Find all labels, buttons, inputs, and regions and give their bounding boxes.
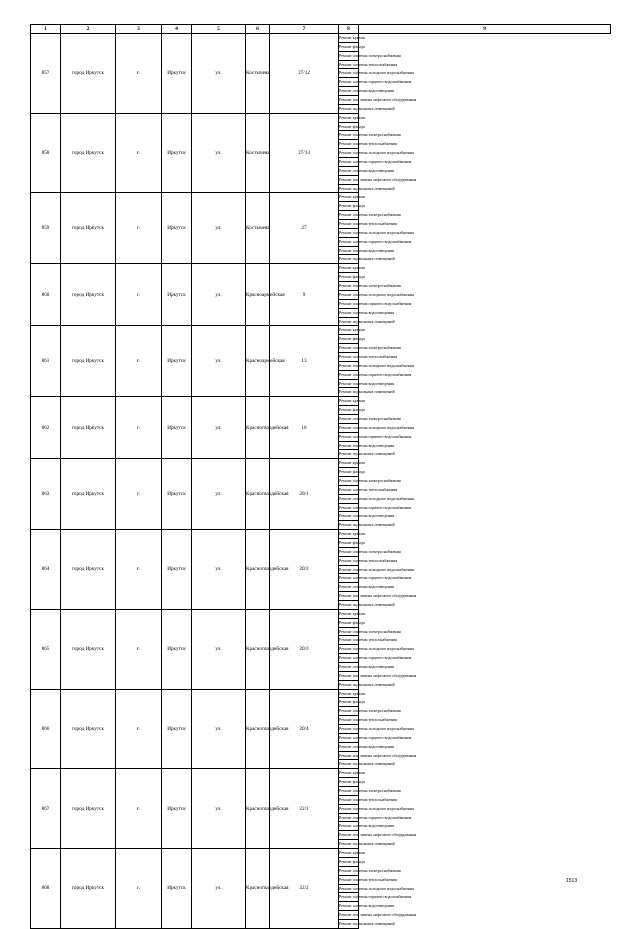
settlement-name: Иркутск xyxy=(162,849,192,929)
work-item: Ремонт крыши xyxy=(339,459,359,468)
street-name: Красногвардейская xyxy=(246,769,270,849)
header-col-8: 8 xyxy=(339,25,359,34)
work-item: Ремонт системы теплоснабжения xyxy=(339,352,359,361)
work-item: Ремонт системы горячего водоснабжения xyxy=(339,299,359,308)
house-number: 27/12 xyxy=(270,34,339,114)
settlement-type: г. xyxy=(116,530,162,610)
work-item: Ремонт крыши xyxy=(339,689,359,698)
work-item: Ремонт подвальных помещений xyxy=(339,317,359,326)
work-item: Ремонт системы холодного водоснабжения xyxy=(339,494,359,503)
work-item: Ремонт системы водоотведения xyxy=(339,663,359,672)
municipality: город Иркутск xyxy=(61,530,116,610)
municipality: город Иркутск xyxy=(61,193,116,264)
table-row xyxy=(31,459,611,468)
table-row xyxy=(31,609,611,618)
header-row xyxy=(31,25,611,34)
settlement-type: г. xyxy=(116,849,162,929)
table-row xyxy=(31,193,611,202)
work-item: Ремонт системы холодного водоснабжения xyxy=(339,884,359,893)
municipality: город Иркутск xyxy=(61,769,116,849)
house-number: 22/1 xyxy=(270,769,339,849)
work-item: Ремонт крыши xyxy=(339,397,359,406)
record-number: 858 xyxy=(31,113,61,193)
settlement-name: Иркутск xyxy=(162,609,192,689)
record-number: 859 xyxy=(31,193,61,264)
settlement-type: г. xyxy=(116,769,162,849)
work-item: Ремонт фасада xyxy=(339,202,359,211)
work-item: Ремонт или замена лифтового оборудования xyxy=(339,96,359,105)
street-type: ул. xyxy=(192,34,246,114)
settlement-type: г. xyxy=(116,34,162,114)
page-number: 1513 xyxy=(566,878,578,884)
work-item: Ремонт крыши xyxy=(339,530,359,539)
work-item: Ремонт системы электроснабжения xyxy=(339,547,359,556)
work-item: Ремонт крыши xyxy=(339,849,359,858)
work-item: Ремонт системы горячего водоснабжения xyxy=(339,237,359,246)
settlement-name: Иркутск xyxy=(162,397,192,459)
header-col-4: 4 xyxy=(162,25,192,34)
municipality: город Иркутск xyxy=(61,34,116,114)
municipality: город Иркутск xyxy=(61,113,116,193)
settlement-name: Иркутск xyxy=(162,264,192,326)
street-type: ул. xyxy=(192,113,246,193)
work-item: Ремонт системы холодного водоснабжения xyxy=(339,804,359,813)
work-item: Ремонт подвальных помещений xyxy=(339,760,359,769)
municipality: город Иркутск xyxy=(61,849,116,929)
settlement-name: Иркутск xyxy=(162,689,192,769)
work-item: Ремонт фасада xyxy=(339,857,359,866)
work-item: Ремонт подвальных помещений xyxy=(339,919,359,928)
header-col-2: 2 xyxy=(61,25,116,34)
work-item: Ремонт системы теплоснабжения xyxy=(339,485,359,494)
work-item: Ремонт системы холодного водоснабжения xyxy=(339,290,359,299)
street-name: Костычева xyxy=(246,113,270,193)
work-item: Ремонт системы холодного водоснабжения xyxy=(339,645,359,654)
work-item: Ремонт подвальных помещений xyxy=(339,601,359,610)
work-item: Ремонт системы горячего водоснабжения xyxy=(339,370,359,379)
work-item: Ремонт системы электроснабжения xyxy=(339,476,359,485)
street-type: ул. xyxy=(192,609,246,689)
work-item: Ремонт системы горячего водоснабжения xyxy=(339,893,359,902)
table-row xyxy=(31,530,611,539)
house-number: 9 xyxy=(270,264,339,326)
work-item: Ремонт или замена лифтового оборудования xyxy=(339,911,359,920)
record-number: 866 xyxy=(31,689,61,769)
record-number: 861 xyxy=(31,326,61,397)
work-item: Ремонт или замена лифтового оборудования xyxy=(339,175,359,184)
work-item: Ремонт фасада xyxy=(339,538,359,547)
work-item: Ремонт системы горячего водоснабжения xyxy=(339,78,359,87)
house-number: 20/4 xyxy=(270,689,339,769)
municipality: город Иркутск xyxy=(61,689,116,769)
work-item: Ремонт системы водоотведения xyxy=(339,166,359,175)
work-item: Ремонт фасада xyxy=(339,122,359,131)
street-type: ул. xyxy=(192,459,246,530)
work-item: Ремонт или замена лифтового оборудования xyxy=(339,751,359,760)
record-number: 867 xyxy=(31,769,61,849)
settlement-type: г. xyxy=(116,459,162,530)
work-item: Ремонт крыши xyxy=(339,193,359,202)
work-item: Ремонт подвальных помещений xyxy=(339,104,359,113)
record-number: 864 xyxy=(31,530,61,610)
work-item: Ремонт системы теплоснабжения xyxy=(339,556,359,565)
work-item: Ремонт фасада xyxy=(339,406,359,415)
table-row xyxy=(31,397,611,406)
table-row xyxy=(31,34,611,43)
settlement-type: г. xyxy=(116,609,162,689)
work-item: Ремонт системы теплоснабжения xyxy=(339,220,359,229)
work-item: Ремонт системы горячего водоснабжения xyxy=(339,813,359,822)
settlement-type: г. xyxy=(116,689,162,769)
street-type: ул. xyxy=(192,530,246,610)
work-item: Ремонт системы холодного водоснабжения xyxy=(339,725,359,734)
street-name: Красногвардейская xyxy=(246,530,270,610)
work-item: Ремонт системы электроснабжения xyxy=(339,707,359,716)
record-number: 860 xyxy=(31,264,61,326)
street-type: ул. xyxy=(192,849,246,929)
settlement-name: Иркутск xyxy=(162,193,192,264)
work-item: Ремонт системы водоотведения xyxy=(339,742,359,751)
street-name: Костычева xyxy=(246,34,270,114)
street-name: Красногвардейская xyxy=(246,609,270,689)
work-item: Ремонт системы холодного водоснабжения xyxy=(339,361,359,370)
work-item: Ремонт системы теплоснабжения xyxy=(339,636,359,645)
work-item: Ремонт системы холодного водоснабжения xyxy=(339,228,359,237)
work-item: Ремонт системы горячего водоснабжения xyxy=(339,574,359,583)
house-number: 20/2 xyxy=(270,530,339,610)
work-item: Ремонт системы горячего водоснабжения xyxy=(339,503,359,512)
work-item: Ремонт подвальных помещений xyxy=(339,521,359,530)
street-type: ул. xyxy=(192,326,246,397)
header-col-5: 5 xyxy=(192,25,246,34)
settlement-type: г. xyxy=(116,326,162,397)
house-number: 18 xyxy=(270,397,339,459)
settlement-name: Иркутск xyxy=(162,769,192,849)
street-type: ул. xyxy=(192,193,246,264)
work-item: Ремонт системы холодного водоснабжения xyxy=(339,565,359,574)
repair-program-table xyxy=(30,24,611,929)
municipality: город Иркутск xyxy=(61,264,116,326)
record-number: 863 xyxy=(31,459,61,530)
table-row xyxy=(31,769,611,778)
record-number: 862 xyxy=(31,397,61,459)
settlement-name: Иркутск xyxy=(162,326,192,397)
work-item: Ремонт системы теплоснабжения xyxy=(339,60,359,69)
street-type: ул. xyxy=(192,769,246,849)
table-row xyxy=(31,849,611,858)
municipality: город Иркутск xyxy=(61,459,116,530)
work-item: Ремонт системы холодного водоснабжения xyxy=(339,69,359,78)
record-number: 868 xyxy=(31,849,61,929)
work-item: Ремонт системы теплоснабжения xyxy=(339,716,359,725)
work-item: Ремонт крыши xyxy=(339,34,359,43)
work-item: Ремонт крыши xyxy=(339,113,359,122)
work-item: Ремонт системы горячего водоснабжения xyxy=(339,158,359,167)
work-item: Ремонт системы электроснабжения xyxy=(339,414,359,423)
house-number: 27/13 xyxy=(270,113,339,193)
work-item: Ремонт системы водоотведения xyxy=(339,246,359,255)
work-item: Ремонт крыши xyxy=(339,769,359,778)
work-item: Ремонт фасада xyxy=(339,468,359,477)
header-col-7: 7 xyxy=(270,25,339,34)
work-item: Ремонт системы водоотведения xyxy=(339,308,359,317)
work-item: Ремонт системы водоотведения xyxy=(339,441,359,450)
street-type: ул. xyxy=(192,689,246,769)
street-type: ул. xyxy=(192,264,246,326)
work-item: Ремонт системы электроснабжения xyxy=(339,627,359,636)
work-item: Ремонт крыши xyxy=(339,264,359,273)
work-item: Ремонт системы электроснабжения xyxy=(339,211,359,220)
work-item: Ремонт системы горячего водоснабжения xyxy=(339,654,359,663)
table-body xyxy=(31,34,611,929)
house-number: 27 xyxy=(270,193,339,264)
settlement-name: Иркутск xyxy=(162,34,192,114)
work-item: Ремонт системы водоотведения xyxy=(339,512,359,521)
work-item: Ремонт или замена лифтового оборудования xyxy=(339,592,359,601)
work-item: Ремонт системы холодного водоснабжения xyxy=(339,149,359,158)
work-item: Ремонт системы электроснабжения xyxy=(339,51,359,60)
header-col-6: 6 xyxy=(246,25,270,34)
work-item: Ремонт подвальных помещений xyxy=(339,450,359,459)
table-row xyxy=(31,689,611,698)
work-item: Ремонт системы водоотведения xyxy=(339,822,359,831)
work-item: Ремонт системы холодного водоснабжения xyxy=(339,423,359,432)
house-number: 20/3 xyxy=(270,609,339,689)
work-item: Ремонт системы электроснабжения xyxy=(339,344,359,353)
municipality: город Иркутск xyxy=(61,609,116,689)
work-item: Ремонт фасада xyxy=(339,778,359,787)
street-name: Красногвардейская xyxy=(246,689,270,769)
municipality: город Иркутск xyxy=(61,326,116,397)
street-name: Красноармейская xyxy=(246,326,270,397)
house-number: 20/1 xyxy=(270,459,339,530)
settlement-name: Иркутск xyxy=(162,459,192,530)
record-number: 857 xyxy=(31,34,61,114)
house-number: 22/2 xyxy=(270,849,339,929)
header-col-3: 3 xyxy=(116,25,162,34)
table-row xyxy=(31,264,611,273)
settlement-type: г. xyxy=(116,113,162,193)
work-item: Ремонт системы водоотведения xyxy=(339,87,359,96)
work-item: Ремонт системы водоотведения xyxy=(339,902,359,911)
work-item: Ремонт фасада xyxy=(339,273,359,282)
settlement-name: Иркутск xyxy=(162,113,192,193)
work-item: Ремонт фасада xyxy=(339,42,359,51)
work-item: Ремонт системы водоотведения xyxy=(339,583,359,592)
street-name: Красногвардейская xyxy=(246,459,270,530)
work-item: Ремонт крыши xyxy=(339,609,359,618)
work-item: Ремонт системы теплоснабжения xyxy=(339,875,359,884)
work-item: Ремонт подвальных помещений xyxy=(339,184,359,193)
settlement-type: г. xyxy=(116,264,162,326)
work-item: Ремонт крыши xyxy=(339,326,359,335)
table-row xyxy=(31,326,611,335)
work-item: Ремонт системы электроснабжения xyxy=(339,866,359,875)
work-item: Ремонт фасада xyxy=(339,618,359,627)
work-item: Ремонт системы водоотведения xyxy=(339,379,359,388)
work-item: Ремонт системы теплоснабжения xyxy=(339,795,359,804)
house-number: 13 xyxy=(270,326,339,397)
street-name: Красногвардейская xyxy=(246,849,270,929)
work-item: Ремонт системы электроснабжения xyxy=(339,787,359,796)
street-name: Костычева xyxy=(246,193,270,264)
work-item: Ремонт подвальных помещений xyxy=(339,255,359,264)
work-item: Ремонт подвальных помещений xyxy=(339,840,359,849)
work-item: Ремонт или замена лифтового оборудования xyxy=(339,831,359,840)
work-item: Ремонт системы горячего водоснабжения xyxy=(339,432,359,441)
work-item: Ремонт системы электроснабжения xyxy=(339,131,359,140)
table-row xyxy=(31,113,611,122)
header-col-1: 1 xyxy=(31,25,61,34)
work-item: Ремонт подвальных помещений xyxy=(339,388,359,397)
street-name: Красногвардейская xyxy=(246,397,270,459)
settlement-type: г. xyxy=(116,397,162,459)
work-item: Ремонт системы теплоснабжения xyxy=(339,140,359,149)
header-col-9: 9 xyxy=(359,25,611,34)
work-item: Ремонт или замена лифтового оборудования xyxy=(339,671,359,680)
settlement-name: Иркутск xyxy=(162,530,192,610)
work-item: Ремонт фасада xyxy=(339,335,359,344)
work-item: Ремонт системы горячего водоснабжения xyxy=(339,733,359,742)
work-item: Ремонт подвальных помещений xyxy=(339,680,359,689)
work-item: Ремонт фасада xyxy=(339,698,359,707)
record-number: 865 xyxy=(31,609,61,689)
settlement-type: г. xyxy=(116,193,162,264)
municipality: город Иркутск xyxy=(61,397,116,459)
work-item: Ремонт системы электроснабжения xyxy=(339,282,359,291)
street-name: Красноармейская xyxy=(246,264,270,326)
street-type: ул. xyxy=(192,397,246,459)
